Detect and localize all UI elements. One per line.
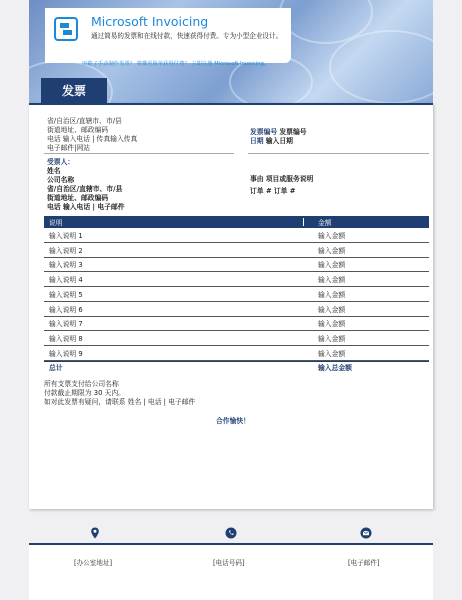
total-row	[44, 361, 429, 373]
bill-to-name[interactable]: 姓名	[47, 167, 61, 175]
bill-to-contact-line[interactable]: 电话 输入电话 | 电子邮件	[47, 203, 125, 211]
table-row[interactable]	[44, 317, 429, 332]
total-amount[interactable]: 输入总金额	[318, 364, 352, 373]
from-address-line1[interactable]: 省/自治区/直辖市、市/县	[47, 117, 122, 125]
payable-to-note[interactable]: 所有支票支付给公司名称	[44, 380, 119, 388]
invoicing-logo-icon	[54, 17, 78, 41]
row-description[interactable]: 输入说明 5	[44, 287, 304, 301]
line-items-table	[44, 216, 429, 373]
row-description[interactable]: 输入说明 7	[44, 317, 304, 331]
location-pin-icon	[89, 527, 101, 539]
invoice-number-label: 发票编号	[250, 128, 278, 136]
row-description[interactable]: 输入说明 4	[44, 272, 304, 286]
thank-you-message[interactable]: 合作愉快！	[216, 417, 250, 425]
table-header	[44, 216, 429, 228]
order-number-field[interactable]	[250, 187, 295, 195]
bill-to-address-line2[interactable]: 街道地址、邮政编码	[47, 194, 109, 202]
invoice-date-field[interactable]	[250, 137, 293, 145]
row-description[interactable]: 输入说明 6	[44, 302, 304, 316]
table-row[interactable]	[44, 287, 429, 302]
contact-note[interactable]: 如对此发票有疑问，请联系 姓名 | 电话 | 电子邮件	[44, 398, 196, 406]
invoice-number-value[interactable]: 发票编号	[279, 128, 307, 136]
row-amount[interactable]: 输入金额	[318, 290, 346, 299]
bill-to-label: 受票人：	[47, 158, 75, 166]
row-description[interactable]: 输入说明 9	[44, 346, 304, 360]
footer-office-address[interactable]: [办公室地址]	[74, 559, 113, 567]
invoice-number-field[interactable]	[250, 128, 307, 136]
row-description[interactable]: 输入说明 8	[44, 331, 304, 345]
row-amount[interactable]: 输入金额	[318, 320, 346, 329]
from-email-web[interactable]: 电子邮件|网站	[47, 144, 91, 152]
row-amount[interactable]: 输入金额	[318, 261, 346, 270]
row-amount[interactable]: 输入金额	[318, 349, 346, 358]
row-description[interactable]: 输入说明 2	[44, 243, 304, 257]
order-number-label: 订单 #	[250, 187, 272, 195]
invoice-title: 发票	[41, 78, 107, 104]
subject-label: 事由	[250, 175, 264, 183]
footer-phone-number[interactable]: [电话号码]	[213, 559, 245, 567]
subject-field[interactable]	[250, 175, 313, 183]
bill-to-company[interactable]: 公司名称	[47, 176, 75, 184]
row-amount[interactable]: 输入金额	[318, 305, 346, 314]
total-label: 总计	[44, 362, 304, 373]
divider-left	[44, 153, 234, 154]
row-description[interactable]: 输入说明 1	[44, 228, 304, 242]
row-amount[interactable]: 输入金额	[318, 246, 346, 255]
row-amount[interactable]: 输入金额	[318, 276, 346, 285]
promo-signup-link[interactable]: 厌倦了手动制作发票？ 将徽更简单获得付费？ 立即注册 Microsoft Invoicing。	[82, 61, 270, 67]
table-row[interactable]	[44, 331, 429, 346]
invoice-date-label: 日期	[250, 137, 264, 145]
from-address-line2[interactable]: 街道地址、邮政编码	[47, 126, 109, 134]
footer-band	[29, 545, 433, 600]
subject-value[interactable]: 项目或服务说明	[265, 175, 314, 183]
promo-title: Microsoft Invoicing	[91, 14, 209, 29]
row-description[interactable]: 输入说明 3	[44, 258, 304, 272]
bill-to-address-line1[interactable]: 省/自治区/直辖市、市/县	[47, 185, 123, 193]
from-contact-line[interactable]: 电话 输入电话 | 传真输入传真	[47, 135, 138, 143]
row-amount[interactable]: 输入金额	[318, 231, 346, 240]
invoice-date-value[interactable]: 输入日期	[265, 137, 293, 145]
promo-card	[45, 8, 291, 67]
phone-icon	[225, 527, 237, 539]
promo-description: 通过简易的发票和在线付款，快速获得付费。专为小型企业设计。	[91, 32, 283, 40]
table-row[interactable]	[44, 346, 429, 361]
divider-right	[248, 153, 429, 154]
table-row[interactable]	[44, 228, 429, 243]
header-description: 说明	[44, 216, 304, 228]
row-amount[interactable]: 输入金额	[318, 335, 346, 344]
header-amount: 金额	[318, 219, 332, 227]
footer-email[interactable]: [电子邮件]	[348, 559, 380, 567]
table-row[interactable]	[44, 272, 429, 287]
table-row[interactable]	[44, 302, 429, 317]
table-row[interactable]	[44, 243, 429, 258]
order-number-value[interactable]: 订单 #	[273, 187, 296, 195]
payment-terms-note[interactable]: 付款截止期限为 30 天内。	[44, 389, 125, 397]
table-row[interactable]	[44, 258, 429, 273]
email-icon	[360, 527, 372, 539]
